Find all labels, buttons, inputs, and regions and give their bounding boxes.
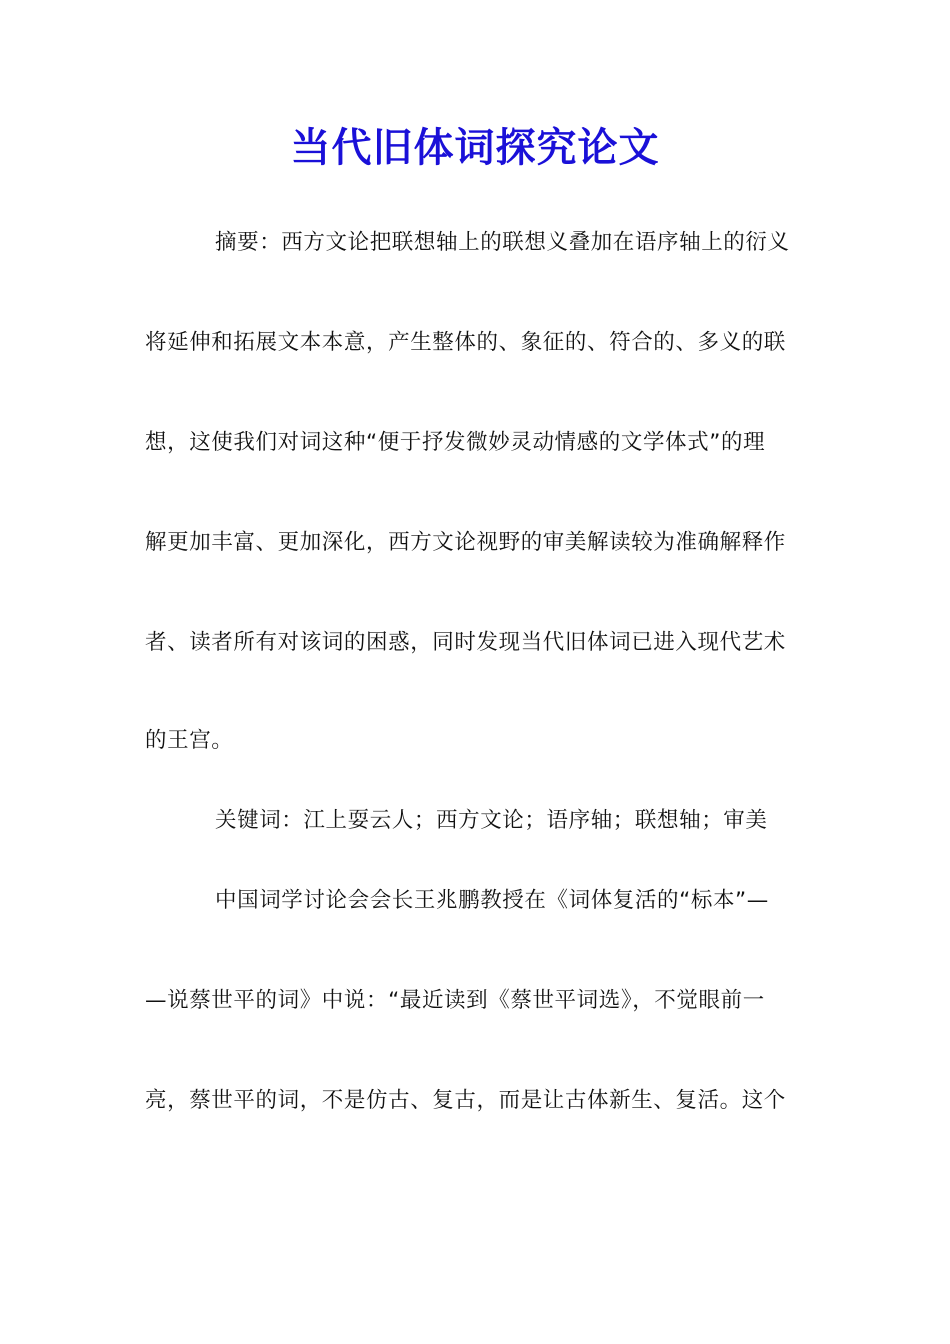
abstract-line-5: 者、读者所有对该词的困惑，同时发现当代旧体词已进入现代艺术 [145, 630, 786, 655]
abstract-line-4: 解更加丰富、更加深化，西方文论视野的审美解读较为准确解释作 [145, 530, 786, 555]
keywords-line: 关键词：江上耍云人；西方文论；语序轴；联想轴；审美 [215, 808, 768, 833]
body-line-3: 亮，蔡世平的词，不是仿古、复古，而是让古体新生、复活。这个 [145, 1088, 786, 1113]
abstract-line-1: 摘要：西方文论把联想轴上的联想义叠加在语序轴上的衍义 [215, 230, 790, 255]
abstract-line-2: 将延伸和拓展文本本意，产生整体的、象征的、符合的、多义的联 [145, 330, 786, 355]
abstract-line-3: 想，这使我们对词这种“便于抒发微妙灵动情感的文学体式”的理 [145, 430, 766, 455]
body-line-2: —说蔡世平的词》中说：“最近读到《蔡世平词选》，不觉眼前一 [145, 988, 765, 1013]
abstract-line-6: 的王宫。 [145, 728, 234, 753]
body-line-1: 中国词学讨论会会长王兆鹏教授在《词体复活的“标本”— [215, 888, 769, 913]
document-title: 当代旧体词探究论文 [290, 125, 660, 171]
